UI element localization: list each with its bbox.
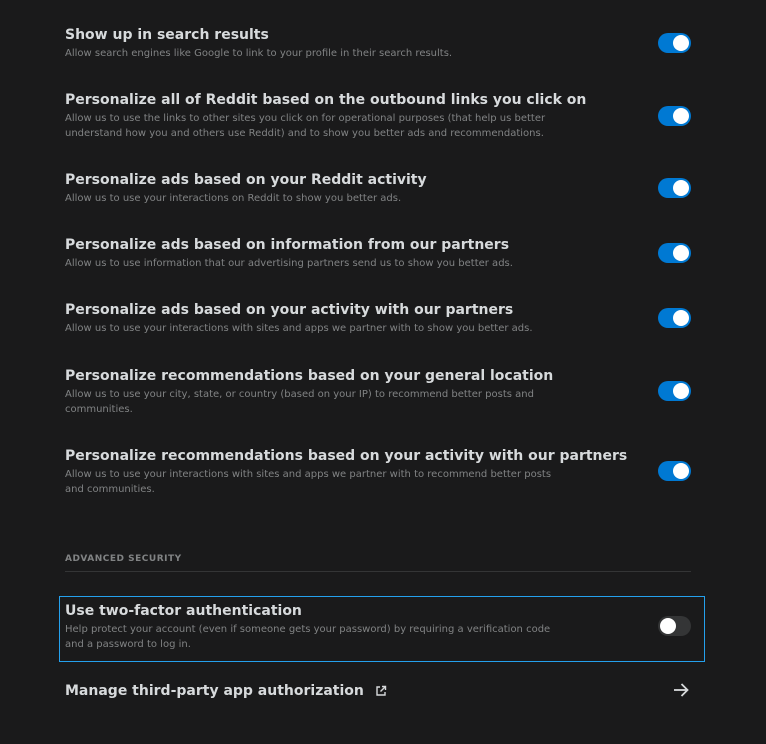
toggle-knob [660,618,676,634]
setting-description: Allow search engines like Google to link to your profile in their search results. [65,48,453,59]
setting-description: Allow us to use your interactions with sites and apps we partner with to show you better ads. [65,323,533,334]
toggle-ads-partner-activity[interactable] [658,308,691,328]
toggle-recs-location[interactable] [658,381,691,401]
toggle-knob [673,35,689,51]
setting-row-outbound-links [65,91,691,141]
section-divider [65,571,691,572]
arrow-right-icon[interactable] [671,680,691,700]
toggle-recs-partner-activity[interactable] [658,461,691,481]
setting-description: Allow us to use your interactions with sites and apps we partner with to recommend better posts and communities. [65,469,552,495]
setting-row-two-factor [65,602,691,652]
toggle-outbound-links[interactable] [658,106,691,126]
toggle-two-factor[interactable] [658,616,691,636]
toggle-ads-reddit-activity[interactable] [658,178,691,198]
setting-row-recs-partner-activity [65,447,691,497]
section-label-advanced-security: ADVANCED SECURITY [65,554,182,564]
setting-row-ads-reddit-activity [65,171,691,206]
toggle-knob [673,463,689,479]
setting-row-ads-partner-info [65,236,691,271]
toggle-search-results[interactable] [658,33,691,53]
setting-description: Help protect your account (even if someone gets your password) by requiring a verification code and a password to log in. [65,624,551,650]
setting-title: Personalize recommendations based on your general location [65,368,554,384]
toggle-knob [673,180,689,196]
setting-row-recs-location [65,367,691,417]
manage-third-party-apps-link[interactable] [65,680,691,700]
setting-title: Personalize ads based on your Reddit activity [65,172,427,188]
setting-description: Allow us to use the links to other sites you click on for operational purposes (that help us better understand how you and others use Reddit) and to show you better ads and recommendations. [65,113,546,139]
setting-title: Personalize ads based on information from our partners [65,237,510,253]
toggle-knob [673,108,689,124]
toggle-ads-partner-info[interactable] [658,243,691,263]
setting-title: Personalize recommendations based on your activity with our partners [65,448,628,464]
setting-title: Use two-factor authentication [65,603,302,619]
toggle-knob [673,383,689,399]
link-title: Manage third-party app authorization [65,682,364,699]
setting-description: Allow us to use your city, state, or country (based on your IP) to recommend better posts and communities. [65,389,534,415]
setting-row-search-results [65,26,691,61]
toggle-knob [673,310,689,326]
setting-title: Personalize ads based on your activity with our partners [65,302,514,318]
setting-description: Allow us to use your interactions on Reddit to show you better ads. [65,193,402,204]
external-link-icon [375,685,387,697]
toggle-knob [673,245,689,261]
setting-description: Allow us to use information that our advertising partners send us to show you better ads. [65,258,513,269]
setting-title: Personalize all of Reddit based on the outbound links you click on [65,92,587,108]
setting-title: Show up in search results [65,27,269,43]
setting-row-ads-partner-activity [65,301,691,336]
